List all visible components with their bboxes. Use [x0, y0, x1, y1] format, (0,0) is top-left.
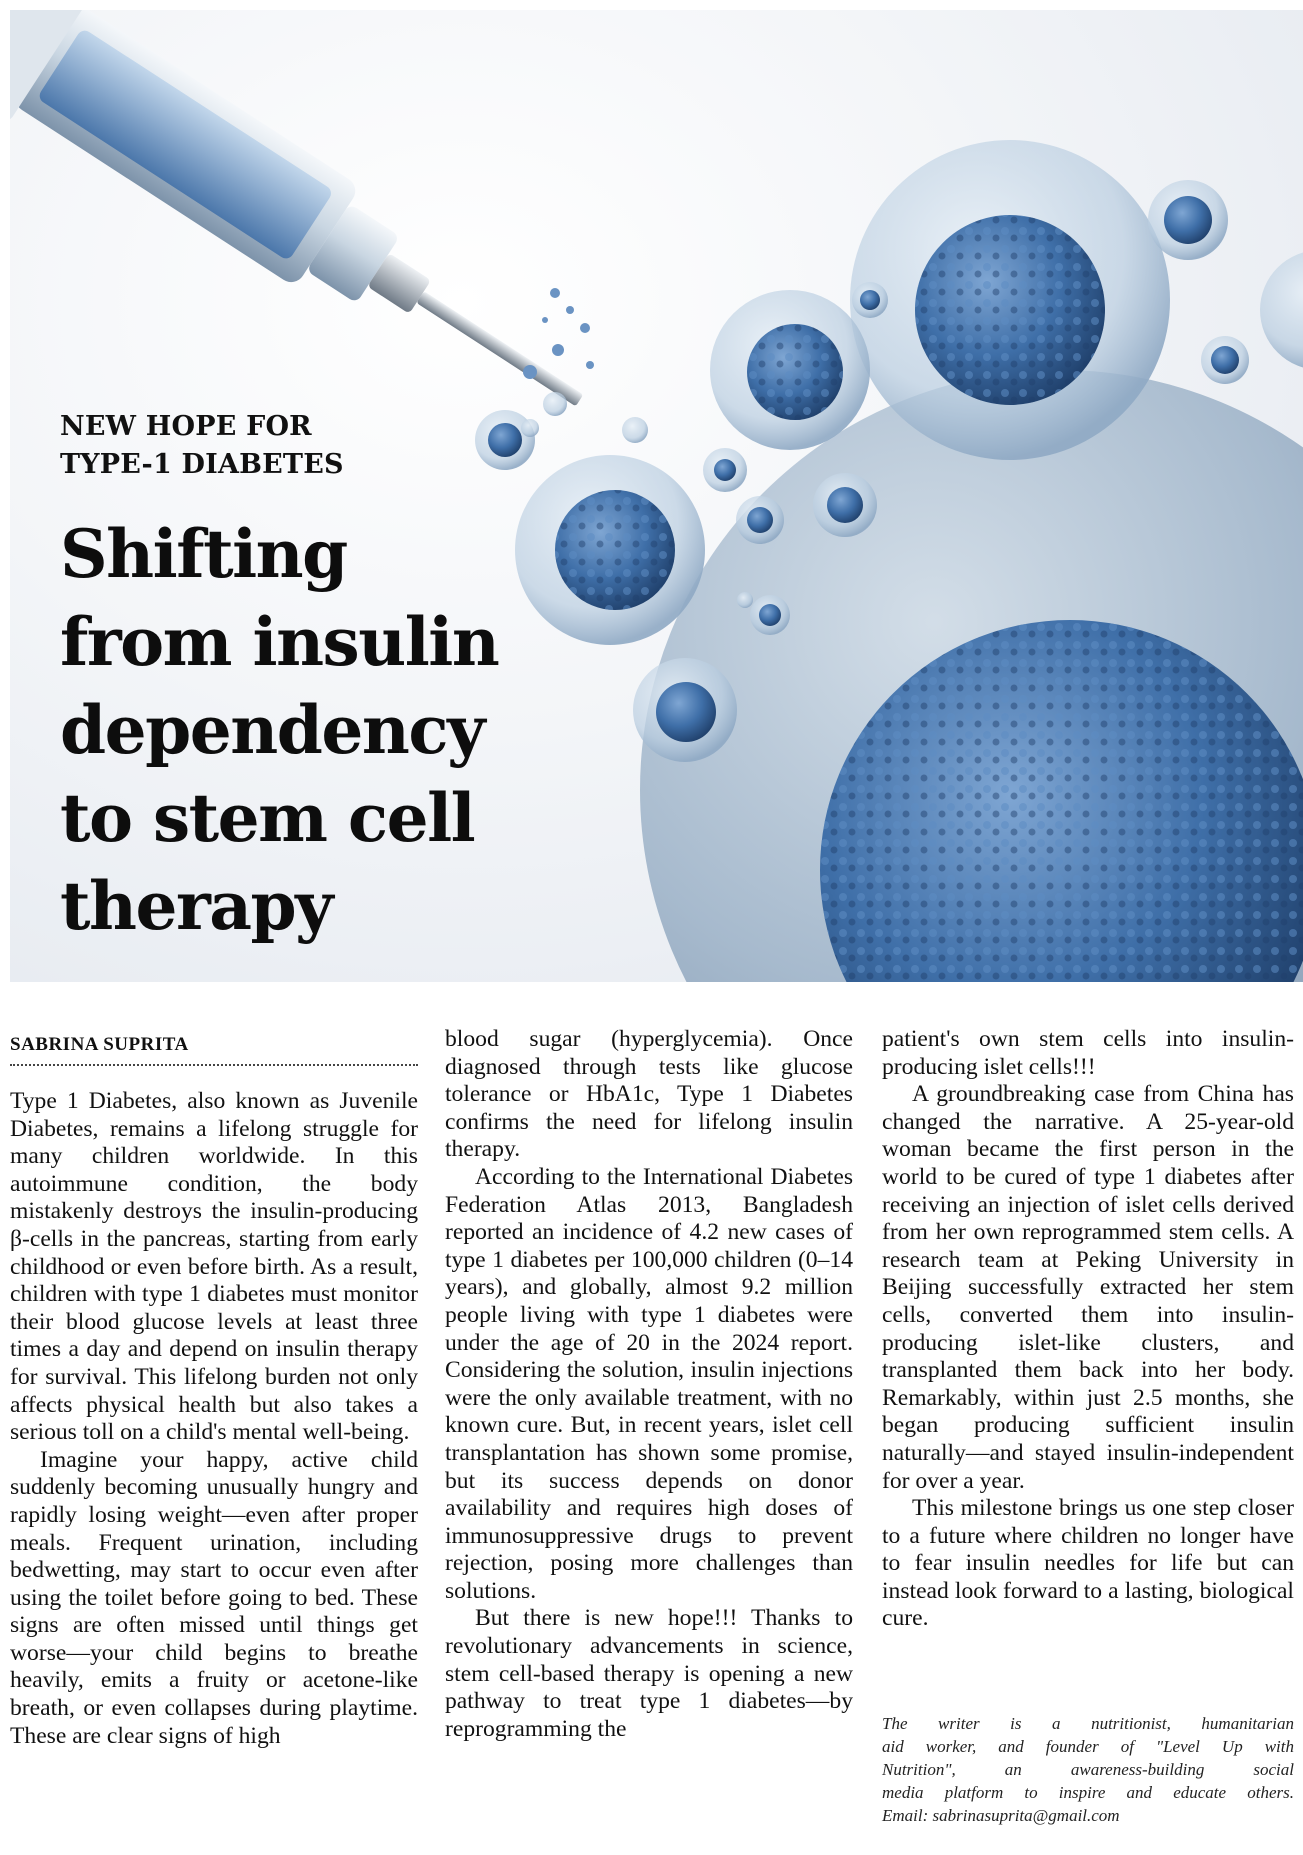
stem-cell	[475, 410, 535, 470]
paragraph: Imagine your happy, active child suddenly becoming unusually hungry and rapidly losing weight—even after proper meals. Frequent urination, including bedwetting, may start to occur even after using the toilet before going to bed. These signs are often missed until things get worse—your child begins to breathe heavily, emits a fruity or acetone-like breath, or even collapses during playtime. These are clear signs of high	[10, 1446, 418, 1749]
paragraph: This milestone brings us one step closer to a future where children no longer have to fear insulin needles for life but can instead look forward to a lasting, biological cure.	[882, 1495, 1294, 1632]
author-note-line: aid worker, and founder of "Level Up with	[882, 1737, 1294, 1756]
article-column-1	[10, 1088, 418, 1750]
kicker-line: TYPE-1 DIABETES	[60, 449, 344, 480]
headline-line: dependency	[60, 691, 484, 769]
article-column-2	[445, 1026, 853, 1743]
author-note-line: The writer is a nutritionist, humanitarian	[882, 1714, 1294, 1733]
paragraph: A groundbreaking case from China has changed the narrative. A 25-year-old woman became the first person in the world to be cured of type 1 diabetes after receiving an injection of islet cells derived from her own reprogrammed stem cells. A research team at Peking University in Beijing successfully extracted her stem cells, converted them into insulin-producing islet-like clusters, and transplanted them back into her body. Remarkably, within just 2.5 months, she began producing sufficient insulin naturally—and stayed insulin-independent for over a year.	[882, 1081, 1294, 1494]
stem-cell	[813, 473, 877, 537]
stem-cell	[710, 290, 870, 450]
byline: SABRINA SUPRITA	[10, 1034, 418, 1066]
paragraph: But there is new hope!!! Thanks to revolutionary advancements in science, stem cell-based therapy is opening a new pathway to treat type 1 diabetes—by reprogramming the	[445, 1605, 853, 1742]
hero-illustration	[10, 10, 1303, 982]
paragraph: patient's own stem cells into insulin-producing islet cells!!!	[882, 1026, 1294, 1080]
headline-line: therapy	[60, 867, 332, 945]
stem-cell	[850, 140, 1170, 460]
headline-line: to stem cell	[60, 779, 475, 857]
article-headline	[60, 510, 498, 950]
author-note-line: Nutrition", an awareness-building social	[882, 1760, 1294, 1779]
stem-cell	[750, 595, 790, 635]
author-note	[882, 1712, 1294, 1827]
stem-cell	[515, 455, 705, 645]
article-column-3	[882, 1026, 1294, 1633]
syringe-icon	[10, 10, 623, 468]
headline-line: Shifting	[60, 515, 347, 593]
kicker-line: NEW HOPE FOR	[60, 411, 312, 442]
stem-cell	[1260, 250, 1303, 370]
headline-line: from insulin	[60, 603, 499, 681]
article-kicker	[60, 408, 344, 484]
stem-cell	[852, 282, 888, 318]
author-email: Email: sabrinasuprita@gmail.com	[882, 1806, 1120, 1825]
stem-cell	[703, 448, 747, 492]
stem-cell	[1201, 336, 1249, 384]
stem-cell	[736, 496, 784, 544]
paragraph: blood sugar (hyperglycemia). Once diagnosed through tests like glucose tolerance or HbA1c, Type 1 Diabetes confirms the need for lifelong insulin therapy.	[445, 1026, 853, 1163]
paragraph: Type 1 Diabetes, also known as Juvenile Diabetes, remains a lifelong struggle for many children worldwide. In this autoimmune condition, the body mistakenly destroys the insulin-producing β-cells in the pancreas, starting from early childhood or even before birth. As a result, children with type 1 diabetes must monitor their blood glucose levels at least three times a day and depend on insulin therapy for survival. This lifelong burden not only affects physical health but also takes a serious toll on a child's mental well-being.	[10, 1088, 418, 1446]
author-note-line: media platform to inspire and educate others.	[882, 1783, 1294, 1802]
stem-cell	[1148, 180, 1228, 260]
stem-cell	[633, 658, 737, 762]
paragraph: According to the International Diabetes Federation Atlas 2013, Bangladesh reported an incidence of 4.2 new cases of type 1 diabetes per 100,000 children (0–14 years), and globally, almost 9.2 million people living with type 1 diabetes were under the age of 20 in the 2024 report. Considering the solution, insulin injections were the only available treatment, with no known cure. But, in recent years, islet cell transplantation has shown some promise, but its success depends on donor availability and requires high doses of immunosuppressive drugs to prevent rejection, posing more challenges than solutions.	[445, 1163, 853, 1604]
